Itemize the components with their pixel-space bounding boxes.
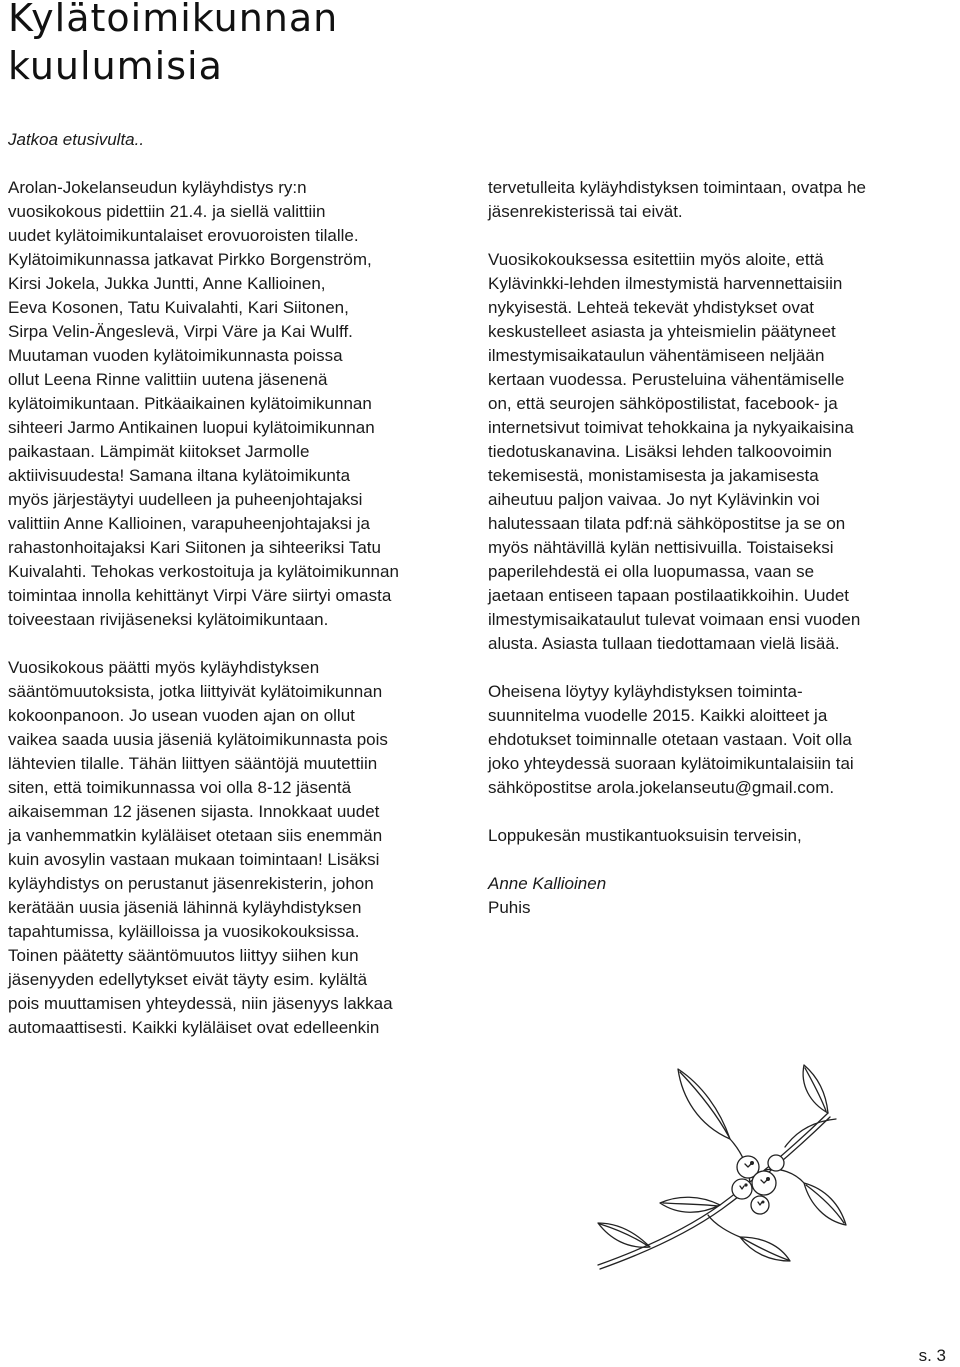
text-line: Sirpa Velin-Ängeslevä, Virpi Väre ja Kai Wulff. (8, 322, 353, 341)
text-line: myös järjestäytyi uudelleen ja puheenjohtajaksi (8, 490, 363, 509)
text-line: Toinen päätetty sääntömuutos liittyy siihen kun (8, 946, 359, 965)
text-line: tervetulleita kyläyhdistyksen toimintaan, ovatpa he (488, 178, 866, 197)
text-line: joko yhteydessä suoraan kylätoimikuntalaisiin tai (488, 754, 854, 773)
text-line: Kylätoimikunnassa jatkavat Pirkko Borgenström, (8, 250, 372, 269)
paragraph-action-plan (488, 680, 948, 800)
text-line: Kuivalahti. Tehokas verkostoituja ja kylätoimikunnan (8, 562, 399, 581)
text-line: Loppukesän mustikantuoksuisin terveisin, (488, 826, 802, 845)
text-line: ehdotukset toiminnalle otetaan vastaan. Voit olla (488, 730, 852, 749)
title-line-2: kuulumisia (8, 44, 223, 88)
right-column (488, 176, 948, 920)
text-line: sääntömuutoksista, jotka liittyivät kylätoimikunnan (8, 682, 383, 701)
text-line: ja vanhemmatkin kyläläiset otetaan siis enemmän (8, 826, 383, 845)
text-line: Oheisena löytyy kyläyhdistyksen toiminta- (488, 682, 803, 701)
text-line: aiheutuu paljon vaivaa. Jo nyt Kylävinkin voi (488, 490, 820, 509)
text-line: kuin avosylin vastaan mukaan toimintaan! Lisäksi (8, 850, 380, 869)
text-line: tekemisestä, monistamisesta ja jakamisesta (488, 466, 819, 485)
text-line: siten, että toimikunnassa voi olla 8-12 jäsentä (8, 778, 352, 797)
text-line: vaikea saada uusia jäseniä kylätoimikunnasta pois (8, 730, 388, 749)
text-line: pois muuttamisen yhteydessä, niin jäsenyys lakkaa (8, 994, 393, 1013)
page-number: s. 3 (918, 1346, 946, 1365)
paragraph-annual-meeting (8, 176, 468, 632)
text-line: aikaisemman 12 jäsenen sijasta. Innokkaat uudet (8, 802, 380, 821)
signature-name: Anne Kallioinen (488, 874, 607, 893)
text-line: myös nähtävillä kylän nettisivuilla. Toistaiseksi (488, 538, 834, 557)
text-line: toimintaa innolla kehittänyt Virpi Väre siirtyi omasta (8, 586, 392, 605)
text-line: lähtevien tilalle. Tähän liittyen sääntöjä muutettiin (8, 754, 378, 773)
title-line-1: Kylätoimikunnan (8, 0, 339, 40)
text-line: sähköpostitse arola.jokelanseutu@gmail.com. (488, 778, 835, 797)
signature-role: Puhis (488, 898, 531, 917)
text-line: internetsivut toimivat tehokkaina ja nykyaikaisina (488, 418, 854, 437)
text-line: on, että seurojen sähköpostilistat, facebook- ja (488, 394, 838, 413)
text-line: uudet kylätoimikuntalaiset erovuoroisten tilalle. (8, 226, 359, 245)
page-title (8, 0, 338, 90)
paragraph-welcome (488, 176, 948, 224)
text-line: paperilehdestä ei olla luopumassa, vaan se (488, 562, 815, 581)
text-line: halutessaan tilata pdf:nä sähköpostitse ja se on (488, 514, 846, 533)
text-line: Eeva Kosonen, Tatu Kuivalahti, Kari Siitonen, (8, 298, 349, 317)
text-line: Kirsi Jokela, Jukka Juntti, Anne Kallioinen, (8, 274, 326, 293)
blueberry-branch-icon (590, 1055, 850, 1280)
paragraph-newsletter (488, 248, 948, 656)
text-line: alusta. Asiasta tullaan tiedottamaan vielä lisää. (488, 634, 840, 653)
paragraph-rule-changes (8, 656, 468, 1040)
signature (488, 872, 948, 920)
text-line: Arolan-Jokelanseudun kyläyhdistys ry:n (8, 178, 307, 197)
text-line: suunnitelma vuodelle 2015. Kaikki aloitteet ja (488, 706, 828, 725)
text-line: keskustelleet asiasta ja yhteismielin päätyneet (488, 322, 836, 341)
left-column (8, 176, 468, 1064)
text-line: kokoonpanoon. Jo usean vuoden ajan on ollut (8, 706, 355, 725)
text-line: jäsenrekisterissä tai eivät. (488, 202, 683, 221)
text-line: rahastonhoitajaksi Kari Siitonen ja sihteeriksi Tatu (8, 538, 381, 557)
text-line: Muutaman vuoden kylätoimikunnasta poissa (8, 346, 343, 365)
text-line: jaetaan entiseen tapaan postilaatikkoihin. Uudet (488, 586, 850, 605)
text-line: aktiivisuudesta! Samana iltana kylätoimikunta (8, 466, 351, 485)
text-line: paikastaan. Lämpimät kiitokset Jarmolle (8, 442, 310, 461)
text-line: valittiin Anne Kallioinen, varapuheenjohtajaksi ja (8, 514, 370, 533)
text-line: kerätään uusia jäseniä lähinnä kyläyhdistyksen (8, 898, 362, 917)
text-line: nykyisestä. Lehteä tekevät yhdistykset ovat (488, 298, 815, 317)
text-line: ilmestymisaikataulut tulevat voimaan ensi vuoden (488, 610, 861, 629)
continued-note: Jatkoa etusivulta.. (8, 130, 145, 149)
text-line: ollut Leena Rinne valittiin uutena jäsenenä (8, 370, 328, 389)
text-line: automaattisesti. Kaikki kyläläiset ovat edelleenkin (8, 1018, 380, 1037)
text-line: Vuosikokouksessa esitettiin myös aloite, että (488, 250, 824, 269)
text-line: Kylävinkki-lehden ilmestymistä harvennettaisiin (488, 274, 843, 293)
text-line: kylätoimikuntaan. Pitkäaikainen kylätoimikunnan (8, 394, 372, 413)
paragraph-greeting (488, 824, 948, 848)
text-line: tiedotuskanavina. Lisäksi lehden talkoovoimin (488, 442, 832, 461)
text-line: kyläyhdistys on perustanut jäsenrekisterin, johon (8, 874, 374, 893)
text-line: ilmestymisaikataulun vähentämiseen neljään (488, 346, 825, 365)
text-line: vuosikokous pidettiin 21.4. ja siellä valittiin (8, 202, 326, 221)
text-line: Vuosikokous päätti myös kyläyhdistyksen (8, 658, 320, 677)
text-line: tapahtumissa, kyläilloissa ja vuosikokouksissa. (8, 922, 360, 941)
text-line: kertaan vuodessa. Perusteluina vähentämiselle (488, 370, 845, 389)
text-line: toiveestaan rivijäseneksi kylätoimikuntaan. (8, 610, 329, 629)
text-line: jäsenyyden edellytykset eivät täyty esim. kylältä (8, 970, 368, 989)
text-line: sihteeri Jarmo Antikainen luopui kylätoimikunnan (8, 418, 375, 437)
